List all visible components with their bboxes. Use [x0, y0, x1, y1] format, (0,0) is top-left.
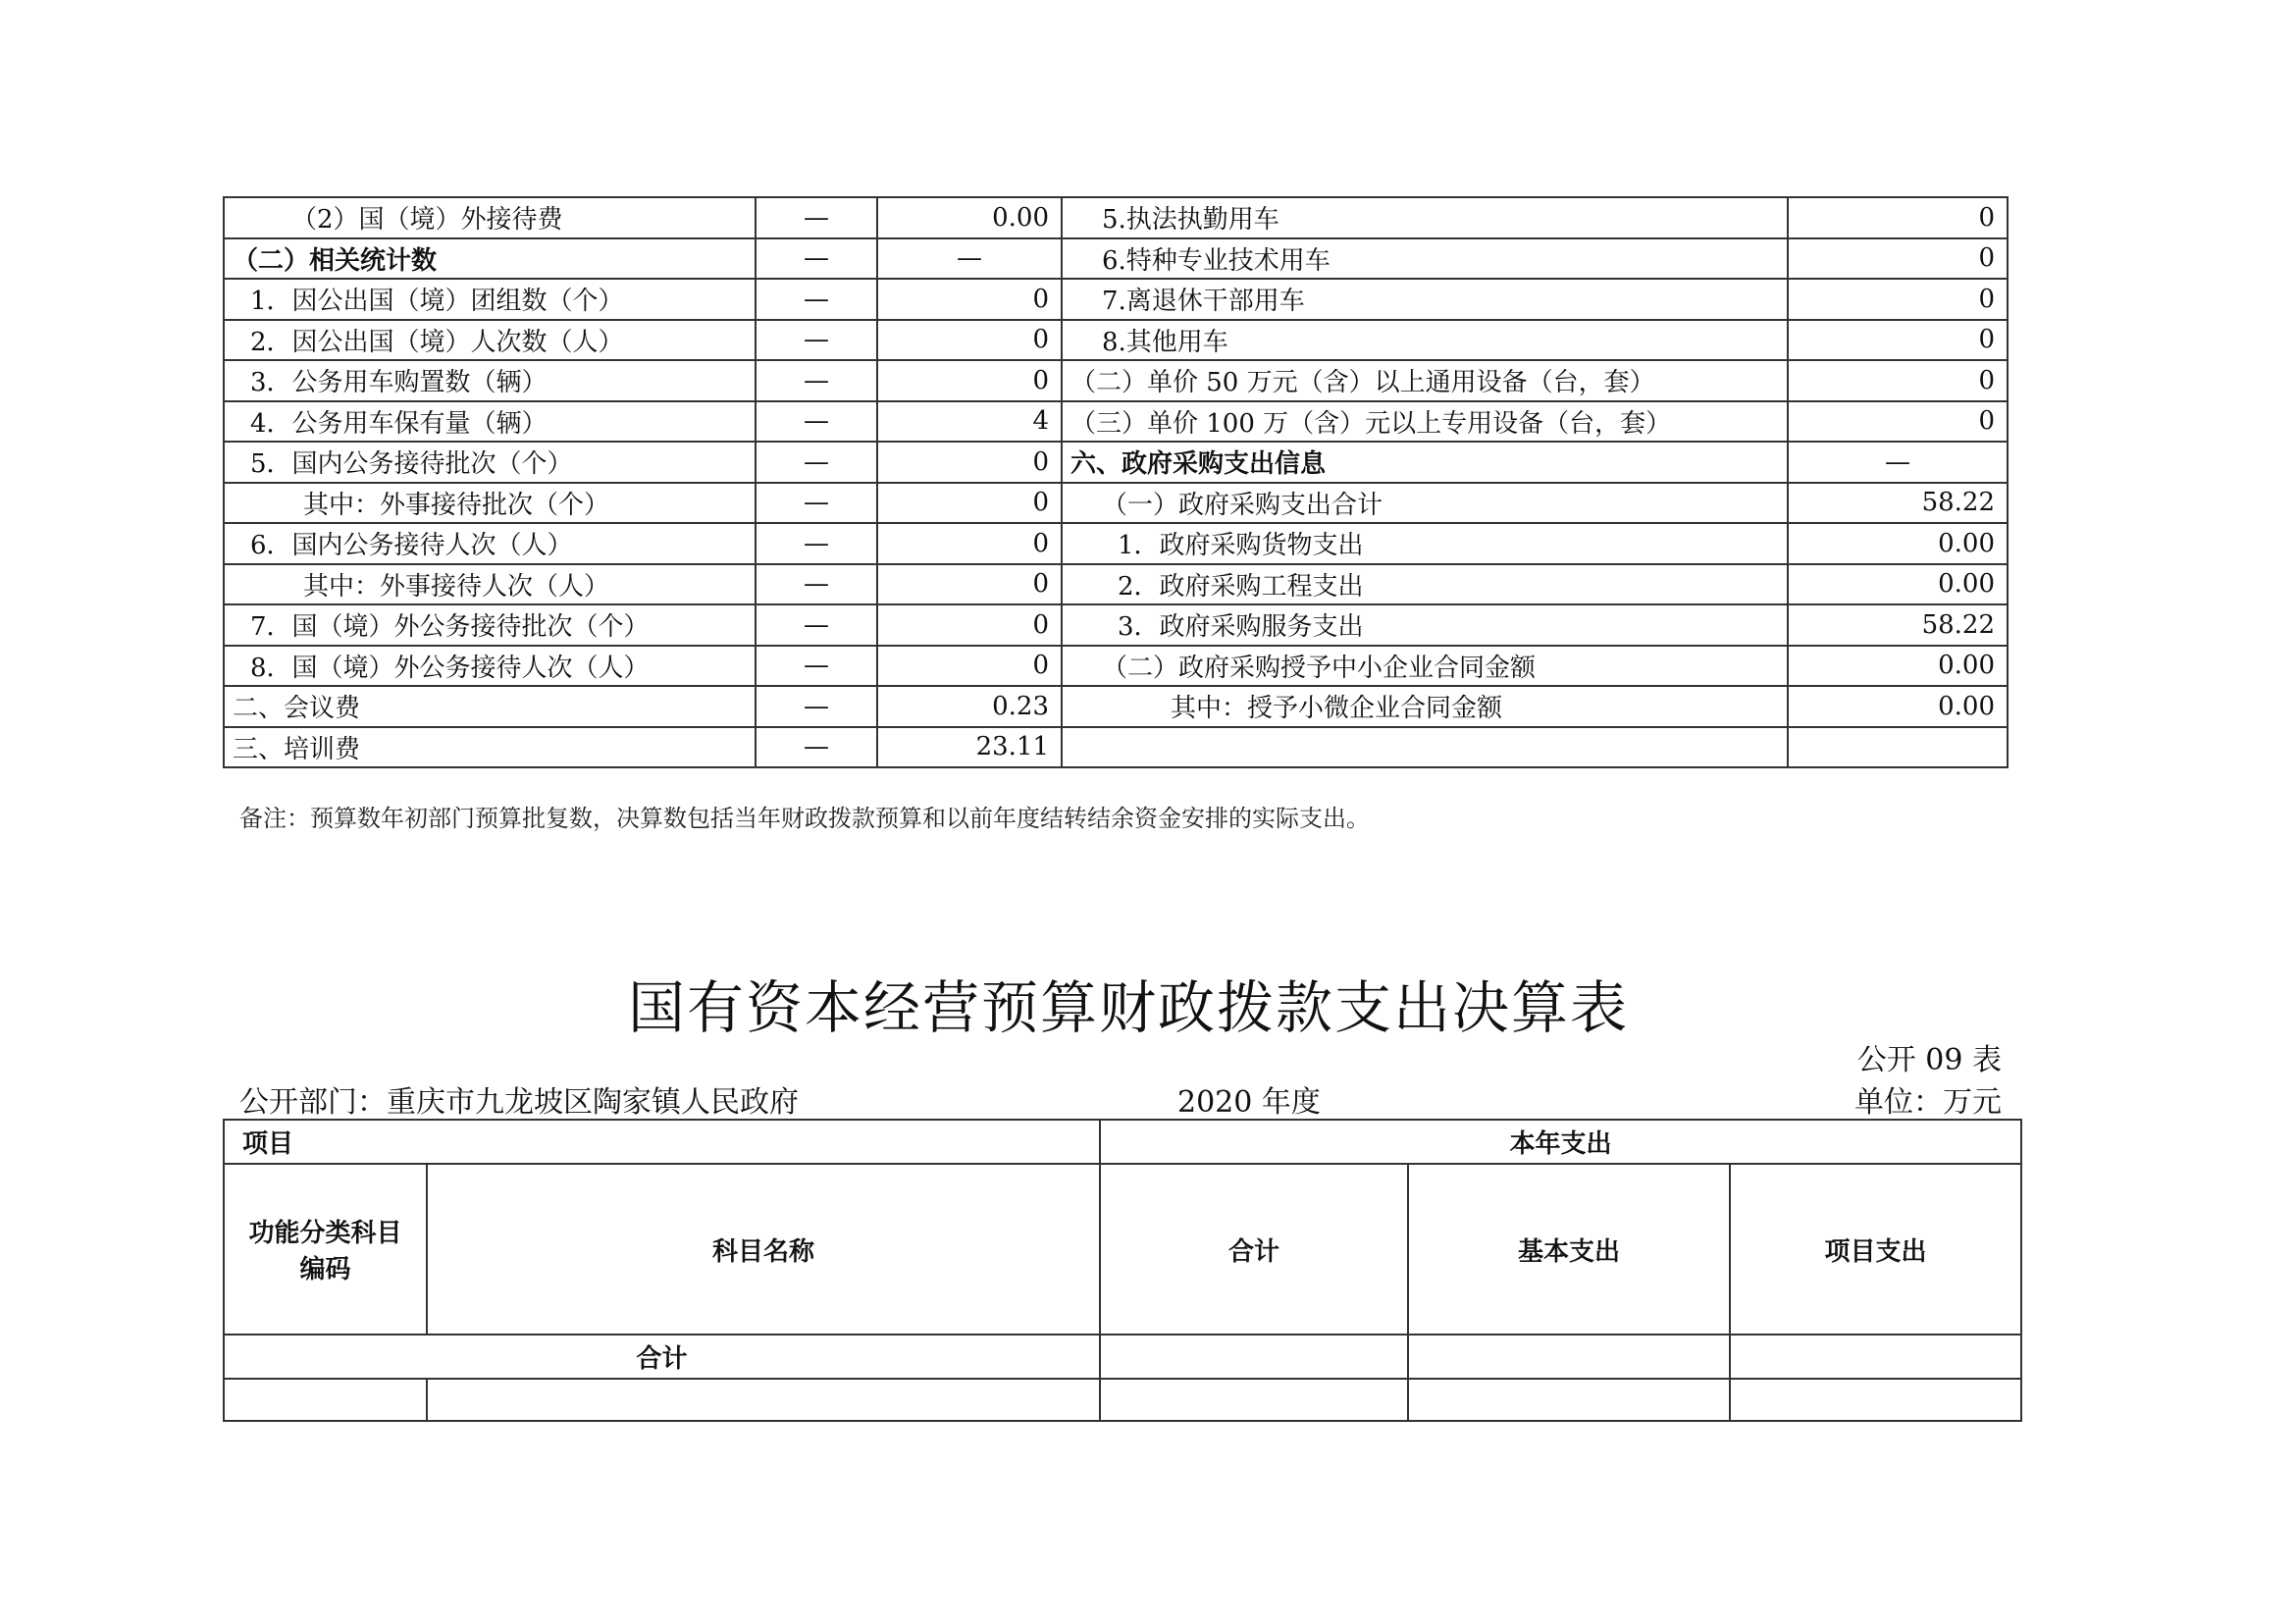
value-cell-right: 58.22	[1788, 604, 2008, 646]
header-basic: 基本支出	[1408, 1164, 1730, 1335]
row-label-right: 六、政府采购支出信息	[1062, 442, 1788, 483]
table-row	[224, 360, 2008, 401]
table-row	[224, 197, 2008, 238]
budget-cell: —	[756, 604, 877, 646]
budget-cell: —	[756, 564, 877, 605]
table-row	[224, 238, 2008, 280]
budget-cell: —	[756, 646, 877, 687]
value-cell-right	[1788, 727, 2008, 768]
row-label: 其中：外事接待人次（人）	[224, 564, 756, 605]
actual-cell: 0.23	[877, 686, 1062, 727]
row-label: 二、会议费	[224, 686, 756, 727]
total-project-cell	[1730, 1335, 2021, 1379]
row-label-right: 2．政府采购工程支出	[1062, 564, 1788, 605]
actual-cell: 0	[877, 320, 1062, 361]
row-label: 8．国（境）外公务接待人次（人）	[224, 646, 756, 687]
row-label-right: 其中：授予小微企业合同金额	[1062, 686, 1788, 727]
actual-cell: —	[877, 238, 1062, 280]
table-row	[224, 686, 2008, 727]
row-label: 7．国（境）外公务接待批次（个）	[224, 604, 756, 646]
row-label: 其中：外事接待批次（个）	[224, 483, 756, 524]
fiscal-year: 2020 年度	[1177, 1085, 1321, 1120]
value-cell-right: 0.00	[1788, 523, 2008, 564]
header-current-year: 本年支出	[1100, 1120, 2021, 1164]
value-cell-right: 0	[1788, 197, 2008, 238]
row-label: （二）相关统计数	[224, 238, 756, 280]
actual-cell: 0	[877, 564, 1062, 605]
row-label-right: 6.特种专业技术用车	[1062, 238, 1788, 280]
row-label-right: （二）政府采购授予中小企业合同金额	[1062, 646, 1788, 687]
value-cell-right: 0.00	[1788, 564, 2008, 605]
table-row	[224, 564, 2008, 605]
value-cell-right: 0	[1788, 279, 2008, 320]
actual-cell: 0.00	[877, 197, 1062, 238]
form-code: 公开 09 表	[1856, 1043, 2002, 1077]
row-label-right: 3．政府采购服务支出	[1062, 604, 1788, 646]
value-cell-right: 0	[1788, 238, 2008, 280]
empty-cell	[1730, 1379, 2021, 1421]
actual-cell: 0	[877, 523, 1062, 564]
state-capital-expense-table	[223, 1119, 2022, 1422]
empty-cell	[1408, 1379, 1730, 1421]
budget-cell: —	[756, 360, 877, 401]
budget-cell: —	[756, 686, 877, 727]
table-row	[224, 320, 2008, 361]
actual-cell: 4	[877, 401, 1062, 443]
total-row	[224, 1335, 2021, 1379]
value-cell-right: 0	[1788, 360, 2008, 401]
budget-cell: —	[756, 197, 877, 238]
department-label: 公开部门：重庆市九龙坡区陶家镇人民政府	[239, 1085, 799, 1120]
budget-cell: —	[756, 279, 877, 320]
row-label-right: 1．政府采购货物支出	[1062, 523, 1788, 564]
budget-cell: —	[756, 727, 877, 768]
header-project: 项目支出	[1730, 1164, 2021, 1335]
row-label: 6．国内公务接待人次（人）	[224, 523, 756, 564]
actual-cell: 23.11	[877, 727, 1062, 768]
row-label: 1．因公出国（境）团组数（个）	[224, 279, 756, 320]
budget-cell: —	[756, 238, 877, 280]
value-cell-right: —	[1788, 442, 2008, 483]
actual-cell: 0	[877, 442, 1062, 483]
row-label: 4．公务用车保有量（辆）	[224, 401, 756, 443]
row-label: 2．因公出国（境）人次数（人）	[224, 320, 756, 361]
row-label-right: （二）单价 50 万元（含）以上通用设备（台，套）	[1062, 360, 1788, 401]
value-cell-right: 0	[1788, 401, 2008, 443]
actual-cell: 0	[877, 604, 1062, 646]
total-basic-cell	[1408, 1335, 1730, 1379]
empty-cell	[224, 1379, 427, 1421]
budget-cell: —	[756, 483, 877, 524]
page-title: 国有资本经营预算财政拨款支出决算表	[627, 974, 1629, 1041]
table-row	[224, 604, 2008, 646]
value-cell-right: 0	[1788, 320, 2008, 361]
row-label: 5．国内公务接待批次（个）	[224, 442, 756, 483]
actual-cell: 0	[877, 279, 1062, 320]
total-label: 合计	[224, 1335, 1100, 1379]
table-row	[224, 1379, 2021, 1421]
table-row	[224, 279, 2008, 320]
row-label-right: （一）政府采购支出合计	[1062, 483, 1788, 524]
budget-cell: —	[756, 523, 877, 564]
total-sum-cell	[1100, 1335, 1408, 1379]
table-remark: 备注：预算数年初部门预算批复数，决算数包括当年财政拨款预算和以前年度结转结余资金安排的实际支出。	[239, 805, 1370, 832]
table-row	[224, 483, 2008, 524]
table-row	[224, 401, 2008, 443]
value-cell-right: 58.22	[1788, 483, 2008, 524]
header-item: 项目	[224, 1120, 1100, 1164]
header-row-1	[224, 1120, 2021, 1164]
actual-cell: 0	[877, 646, 1062, 687]
header-total: 合计	[1100, 1164, 1408, 1335]
table-row	[224, 523, 2008, 564]
actual-cell: 0	[877, 360, 1062, 401]
empty-cell	[427, 1379, 1100, 1421]
expense-stats-table	[223, 196, 2009, 768]
table-row	[224, 646, 2008, 687]
row-label-right: 7.离退休干部用车	[1062, 279, 1788, 320]
header-row-2	[224, 1164, 2021, 1335]
value-cell-right: 0.00	[1788, 646, 2008, 687]
row-label-right: 8.其他用车	[1062, 320, 1788, 361]
header-code: 功能分类科目编码	[224, 1164, 427, 1335]
table-row	[224, 727, 2008, 768]
row-label: 三、培训费	[224, 727, 756, 768]
header-name: 科目名称	[427, 1164, 1100, 1335]
row-label-right: 5.执法执勤用车	[1062, 197, 1788, 238]
row-label: （2）国（境）外接待费	[224, 197, 756, 238]
budget-cell: —	[756, 320, 877, 361]
budget-cell: —	[756, 442, 877, 483]
unit-label: 单位：万元	[1854, 1085, 2002, 1120]
actual-cell: 0	[877, 483, 1062, 524]
budget-cell: —	[756, 401, 877, 443]
empty-cell	[1100, 1379, 1408, 1421]
row-label-right	[1062, 727, 1788, 768]
table-row	[224, 442, 2008, 483]
row-label-right: （三）单价 100 万（含）元以上专用设备（台，套）	[1062, 401, 1788, 443]
row-label: 3．公务用车购置数（辆）	[224, 360, 756, 401]
value-cell-right: 0.00	[1788, 686, 2008, 727]
